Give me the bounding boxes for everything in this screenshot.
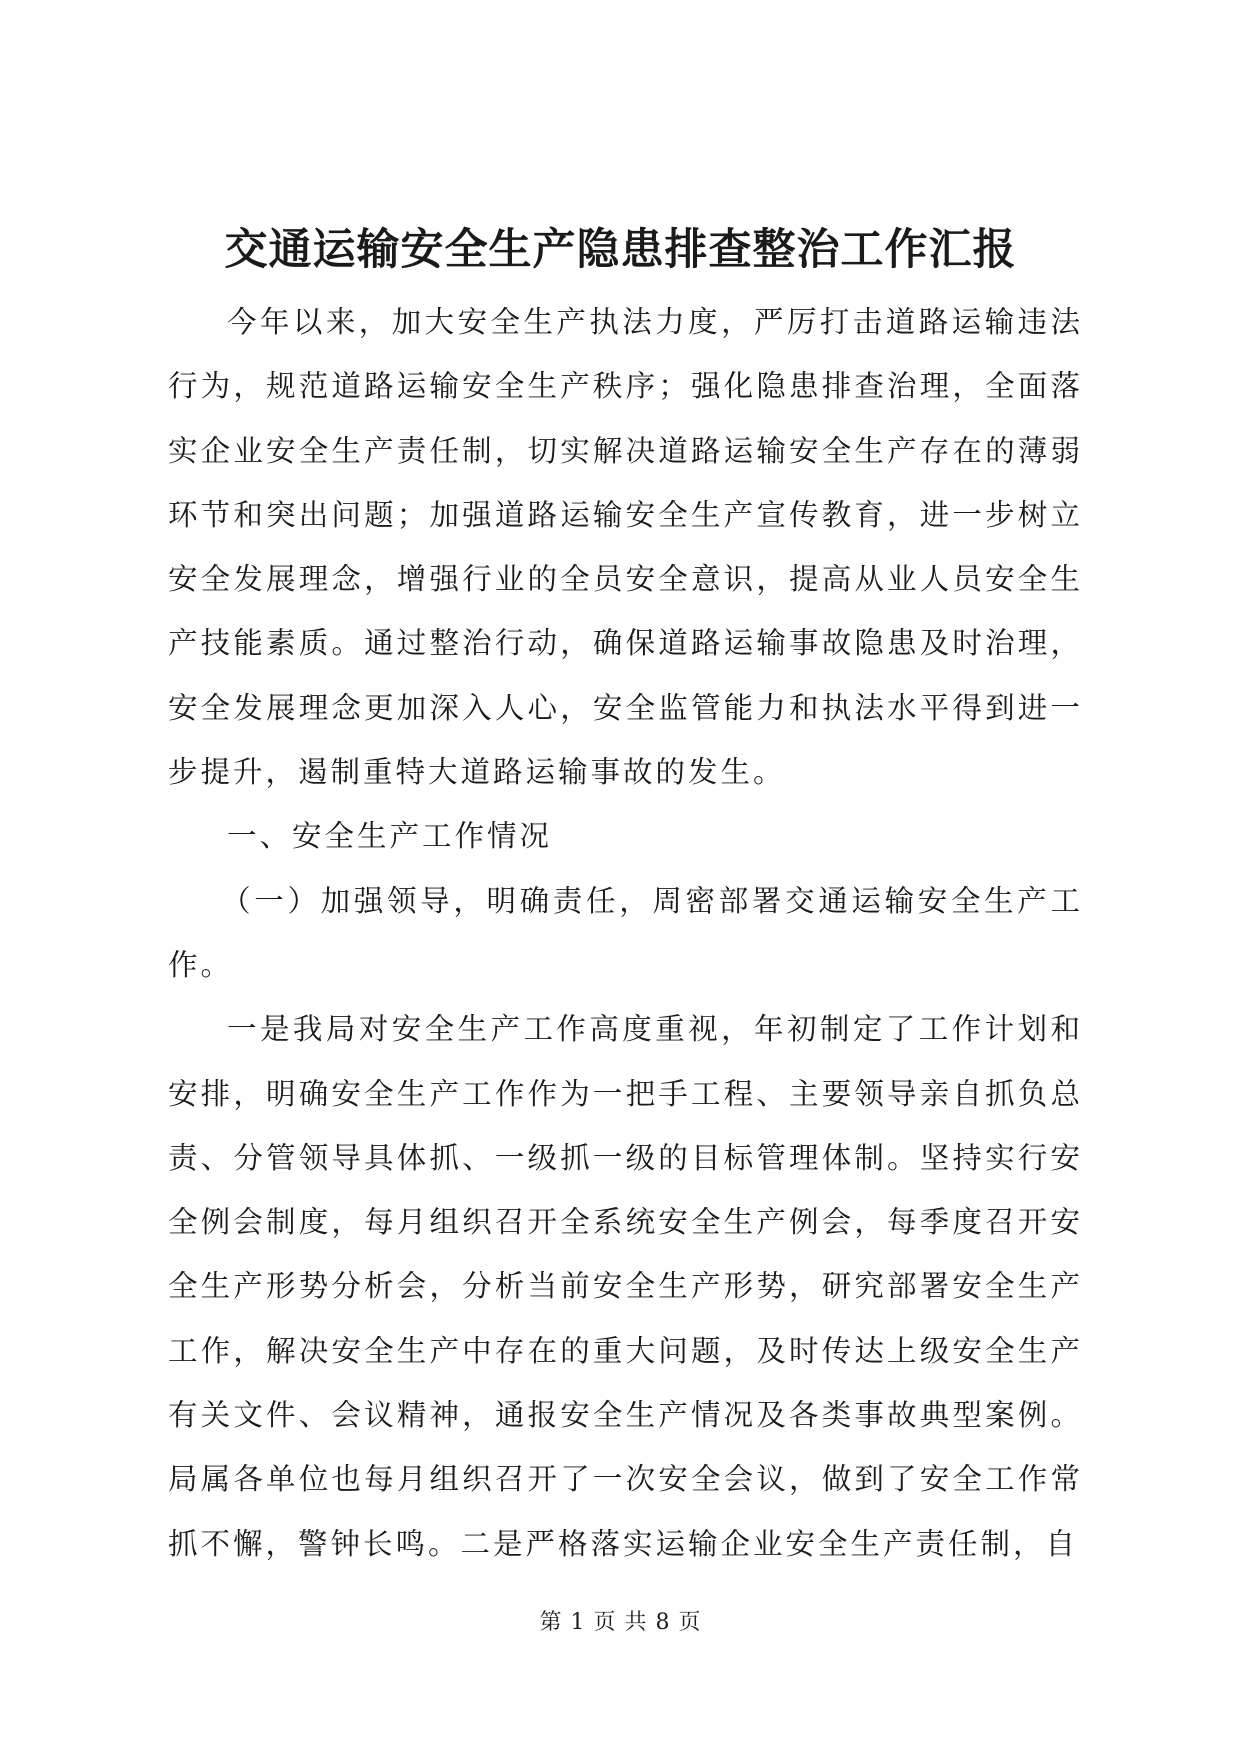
paragraph-body: 一是我局对安全生产工作高度重视，年初制定了工作计划和安排，明确安全生产工作作为一把手工程、主要领导亲自抓负总责、分管领导具体抓、一级抓一级的目标管理体制。坚持实行安全例会制度，每月组织召开全系统安全生产例会，每季度召开安全生产形势分析会，分析当前安全生产形势，研究部署安全生产工作，解决安全生产中存在的重大问题，及时传达上级安全生产有关文件、会议精神，通报安全生产情况及各类事故典型案例。局属各单位也每月组织召开了一次安全会议，做到了安全工作常抓不懈，警钟长鸣。二是严格落实运输企业安全生产责任制，自 (168, 1012, 1083, 1561)
section-heading: 一、安全生产工作情况 (227, 819, 553, 854)
document-body (168, 290, 1083, 1576)
document-title: 交通运输安全生产隐患排查整治工作汇报 (224, 225, 1017, 275)
page-footer: 第 1 页 共 8 页 (539, 1610, 702, 1635)
paragraph-intro: 今年以来，加大安全生产执法力度，严厉打击道路运输违法行为，规范道路运输安全生产秩序；强化隐患排查治理，全面落实企业安全生产责任制，切实解决道路运输安全生产存在的薄弱环节和突出问题；加强道路运输安全生产宣传教育，进一步树立安全发展理念，增强行业的全员安全意识，提高从业人员安全生产技能素质。通过整治行动，确保道路运输事故隐患及时治理，安全发展理念更加深入人心，安全监管能力和执法水平得到进一步提升，遏制重特大道路运输事故的发生。 (168, 305, 1083, 790)
subsection-heading: （一）加强领导，明确责任，周密部署交通运输安全生产工作。 (168, 883, 1083, 982)
